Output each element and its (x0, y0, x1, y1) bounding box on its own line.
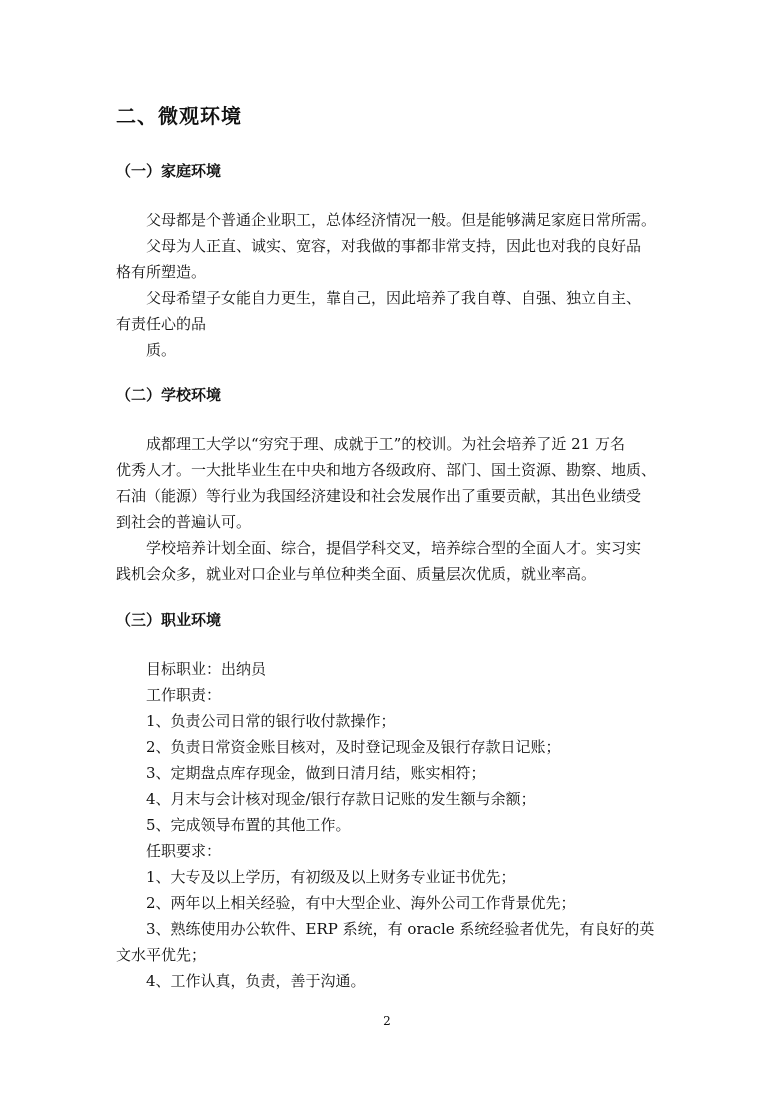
paragraph-line: 石油（能源）等行业为我国经济建设和社会发展作出了重要贡献，其出色业绩受 (116, 487, 642, 505)
paragraph-line: 父母为人正直、诚实、宽容，对我做的事都非常支持，因此也对我的良好品 (146, 237, 642, 255)
paragraph-line: 到社会的普遍认可。 (116, 513, 252, 531)
list-item: 3、定期盘点库存现金，做到日清月结，账实相符； (146, 764, 486, 782)
list-item: 文水平优先； (116, 946, 207, 964)
list-item: 3、熟练使用办公软件、ERP 系统，有 oracle 系统经验者优先，有良好的英 (146, 920, 655, 938)
list-item: 4、工作认真，负责，善于沟通。 (146, 972, 366, 990)
list-item: 5、完成领导布置的其他工作。 (146, 816, 351, 834)
paragraph-line: 成都理工大学以“穷究于理、成就于工”的校训。为社会培养了近 21 万名 (146, 435, 625, 453)
list-item: 2、负责日常资金账目核对，及时登记现金及银行存款日记账； (146, 738, 561, 756)
page-number: 2 (383, 1014, 391, 1028)
subsection-title-family: （一）家庭环境 (116, 162, 222, 180)
list-item: 4、月末与会计核对现金/银行存款日记账的发生额与余额； (146, 790, 536, 808)
paragraph-line: 有责任心的品 (116, 315, 207, 333)
paragraph-line: 目标职业：出纳员 (146, 660, 267, 678)
paragraph-line: 质。 (146, 341, 177, 359)
list-item: 1、大专及以上学历，有初级及以上财务专业证书优先； (146, 868, 516, 886)
paragraph-line: 父母希望子女能自力更生，靠自己，因此培养了我自尊、自强、独立自主、 (146, 289, 642, 307)
paragraph-line: 学校培养计划全面、综合，提倡学科交叉，培养综合型的全面人才。实习实 (146, 539, 642, 557)
section-heading: 二、微观环境 (116, 104, 242, 128)
paragraph-line: 格有所塑造。 (116, 263, 207, 281)
paragraph-line: 任职要求： (146, 842, 222, 860)
paragraph-line: 践机会众多，就业对口企业与单位种类全面、质量层次优质，就业率高。 (116, 565, 597, 583)
paragraph-line: 父母都是个普通企业职工，总体经济情况一般。但是能够满足家庭日常所需。 (146, 211, 657, 229)
paragraph-line: 优秀人才。一大批毕业生在中央和地方各级政府、部门、国土资源、勘察、地质、 (116, 461, 657, 479)
subsection-title-career: （三）职业环境 (116, 611, 222, 629)
paragraph-line: 工作职责： (146, 686, 222, 704)
subsection-title-school: （二）学校环境 (116, 386, 222, 404)
list-item: 2、两年以上相关经验，有中大型企业、海外公司工作背景优先； (146, 894, 576, 912)
list-item: 1、负责公司日常的银行收付款操作； (146, 712, 396, 730)
